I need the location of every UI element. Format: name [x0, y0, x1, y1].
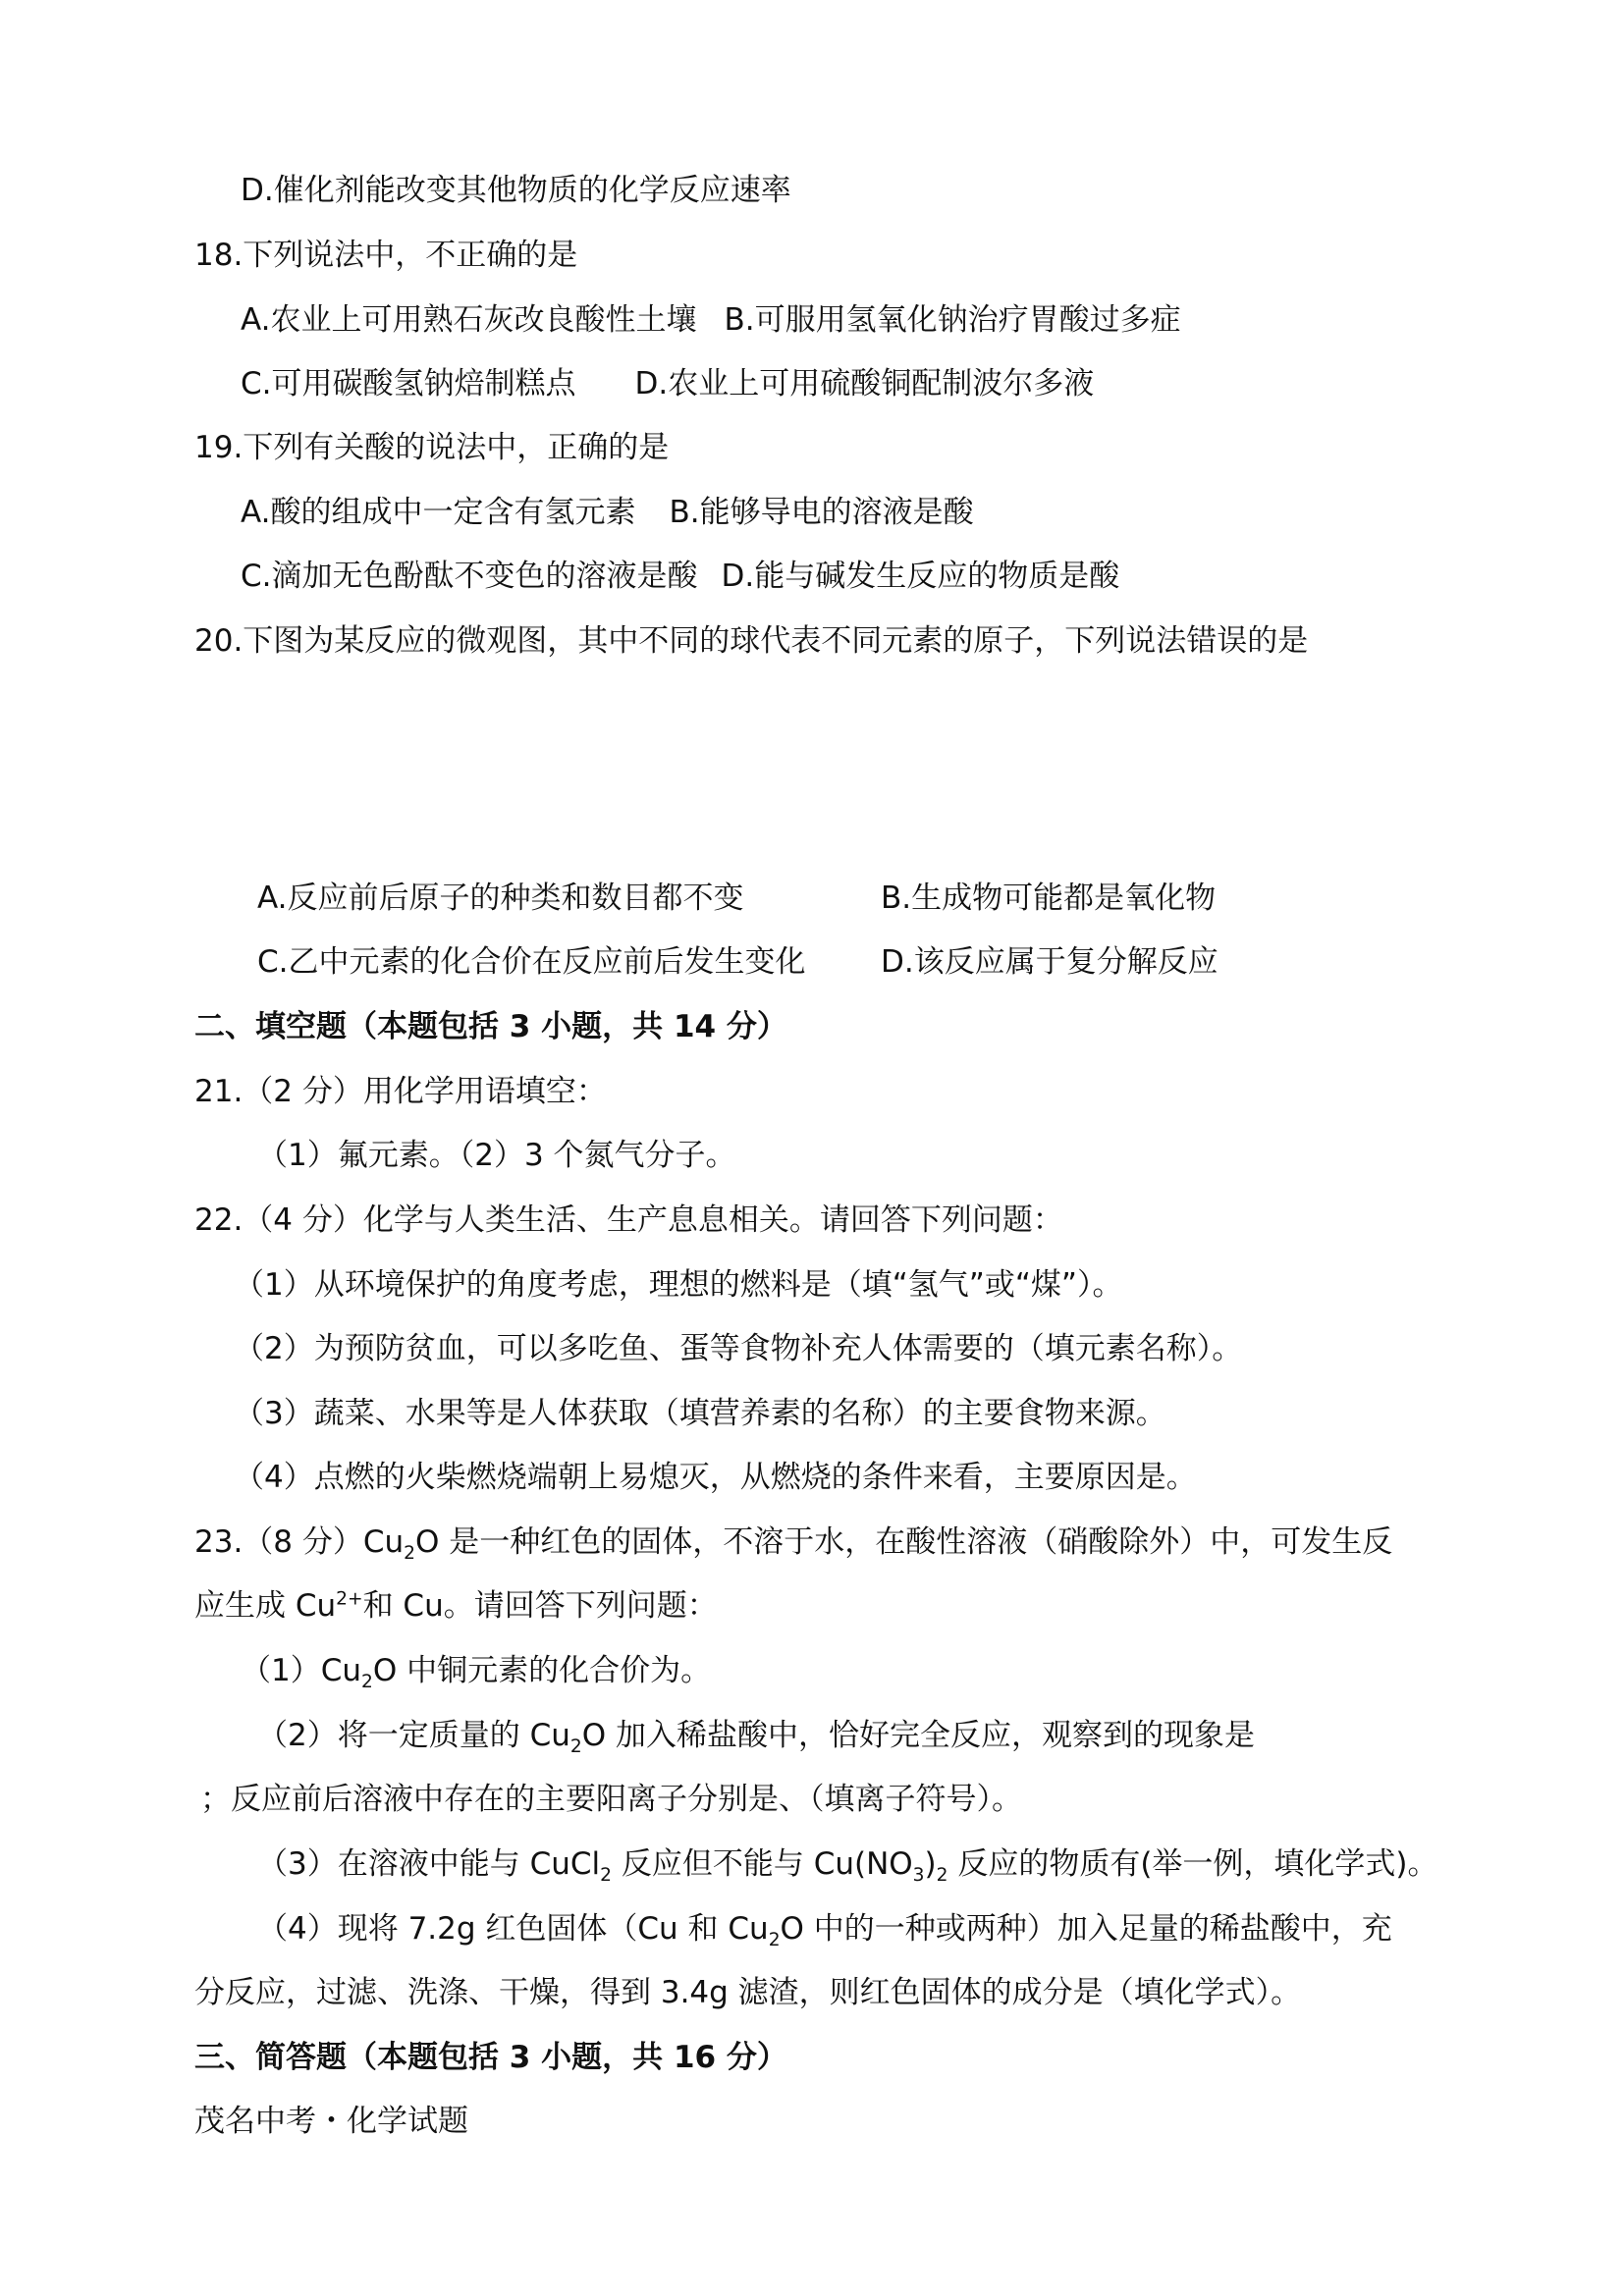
q18-option-a: A.农业上可用熟石灰改良酸性土壤: [241, 302, 697, 338]
q23-part-1: $(1)Cu_2O$ 中铜元素的化合价为。: [241, 1653, 712, 1693]
q23-part-4: （4）现将 7.2g 红色固体（Cu 和 $Cu_2O$ 中的一种或两种）加入足量的稀盐酸中，充: [257, 1911, 1392, 1951]
q18-options-ab: [241, 298, 1181, 342]
q18-option-b: B.可服用氢氧化钠治疗胃酸过多症: [724, 302, 1181, 338]
section-3-title: 三、简答题（本题包括 3 小题，共 16 分）: [194, 2040, 787, 2075]
q19-options-ab: [241, 491, 974, 534]
q23-stem-line-2: 应生成 $Cu^{2+}$和 Cu。请回答下列问题：: [194, 1588, 718, 1624]
q20-option-b: B.生成物可能都是氧化物: [881, 881, 1217, 916]
q22-part-4: （4）点燃的火柴燃烧端朝上易熄灭，从燃烧的条件来看，主要原因是。: [234, 1460, 1197, 1495]
q21-stem: 21.（2 分）用化学用语填空：: [194, 1074, 607, 1109]
q18-option-d: D.农业上可用硫酸铜配制波尔多液: [634, 366, 1095, 401]
q19-stem: 19.下列有关酸的说法中，正确的是: [194, 430, 670, 465]
q22-stem: 22.（4 分）化学与人类生活、生产息息相关。请回答下列问题：: [194, 1202, 1063, 1238]
q22-part-3: （3）蔬菜、水果等是人体获取（填营养素的名称）的主要食物来源。: [234, 1396, 1166, 1431]
q19-option-b: B.能够导电的溶液是酸: [669, 495, 974, 530]
q22-part-2: （2）为预防贫血，可以多吃鱼、蛋等食物补充人体需要的（填元素名称）。: [234, 1331, 1243, 1366]
q20-option-c: C.乙中元素的化合价在反应前后发生变化: [257, 944, 806, 980]
q19-options-cd: [241, 555, 1119, 598]
q18-option-c: C.可用碳酸氢钠焙制糕点: [241, 366, 576, 401]
q17-option-d: D.催化剂能改变其他物质的化学反应速率: [241, 173, 791, 208]
q23-part-4-line-2: 分反应，过滤、洗涤、干燥，得到 3.4g 滤渣，则红色固体的成分是（填化学式）。: [194, 1975, 1302, 2010]
q23-stem: 23.（8 分）$Cu_2O$ 是一种红色的固体，不溶于水，在酸性溶液（硝酸除外）中，可发生反: [194, 1524, 1393, 1565]
q20-option-d: D.该反应属于复分解反应: [881, 944, 1218, 980]
q23-part-3: （3）在溶液中能与 CuCl$_2$ 反应但不能与 $Cu(NO_3)_2$ 反应的物质有(举一例，填化学式)。: [257, 1846, 1438, 1887]
q21-parts: （1）氟元素。（2）3 个氮气分子。: [257, 1138, 736, 1173]
q19-option-a: A.酸的组成中一定含有氢元素: [241, 495, 636, 530]
q23-part-2-line-2: ；反应前后溶液中存在的主要阳离子分别是、（填离子符号）。: [200, 1782, 1022, 1817]
q18-stem: 18.下列说法中，不正确的是: [194, 238, 578, 273]
q19-option-c: C.滴加无色酚酞不变色的溶液是酸: [241, 559, 698, 594]
q18-options-cd: [241, 362, 1094, 405]
q20-option-a: A.反应前后原子的种类和数目都不变: [257, 881, 744, 916]
section-2-title: 二、填空题（本题包括 3 小题，共 14 分）: [194, 1009, 787, 1044]
page-footer: 茂名中考・化学试题: [194, 2104, 468, 2139]
q20-stem: 20.下图为某反应的微观图，其中不同的球代表不同元素的原子，下列说法错误的是: [194, 623, 1309, 659]
q23-part-2: （2）将一定质量的 $Cu_2O$ 加入稀盐酸中，恰好完全反应，观察到的现象是: [257, 1718, 1255, 1758]
q19-option-d: D.能与碱发生反应的物质是酸: [721, 559, 1120, 594]
q22-part-1: （1）从环境保护的角度考虑，理想的燃料是（填“氢气”或“煤”）。: [234, 1267, 1123, 1303]
